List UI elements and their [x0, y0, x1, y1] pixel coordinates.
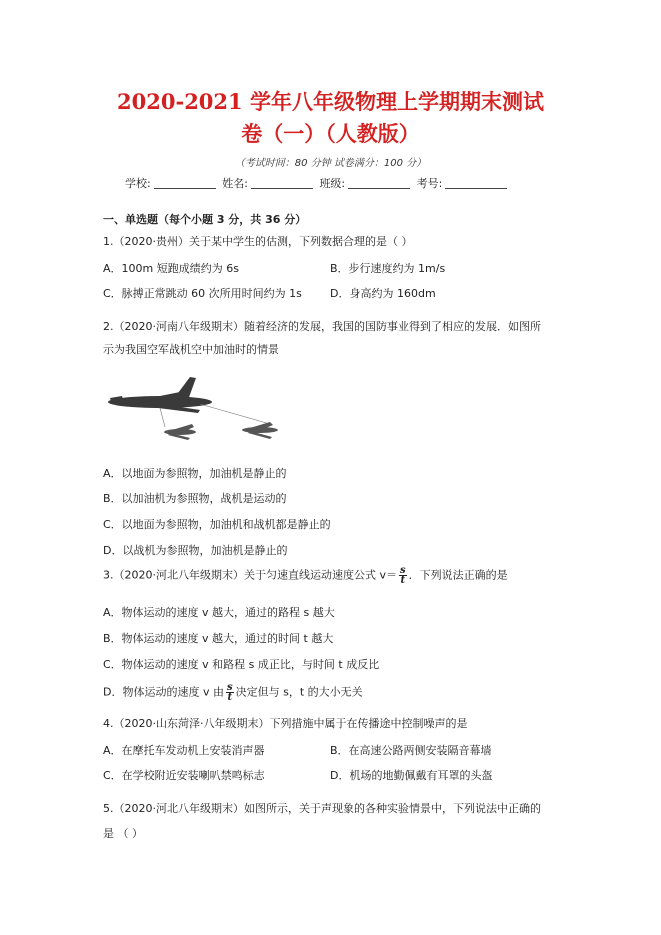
section-heading: 一、单选题（每个小题 3 分，共 36 分） — [103, 213, 307, 226]
q1-option-c: C．脉搏正常跳动 60 次所用时间约为 1s — [103, 287, 302, 300]
q3-option-b: B．物体运动的速度 v 越大，通过的时间 t 越大 — [103, 632, 334, 645]
q5-stem-line-1: 5.（2020·河北八年级期末）如图所示，关于声现象的各种实验情景中，下列说法中正确的 — [103, 802, 541, 815]
q3-option-a: A．物体运动的速度 v 越大，通过的路程 s 越大 — [103, 606, 335, 619]
q3-option-d-pre: D．物体运动的速度 v 由 — [103, 685, 224, 699]
q4-stem: 4.（2020·山东菏泽·八年级期末）下列措施中属于在传播途中控制噪声的是 — [103, 717, 468, 730]
q3-stem-pre: 3.（2020·河北八年级期末）关于匀速直线运动速度公式 v＝ — [103, 568, 397, 582]
school-blank[interactable] — [154, 178, 216, 189]
q2-option-d: D．以战机为参照物，加油机是静止的 — [103, 544, 288, 557]
q1-option-d: D．身高约为 160dm — [330, 287, 436, 300]
q4-option-d: D．机场的地勤佩戴有耳罩的头盔 — [330, 769, 493, 782]
exam-subtitle: （考试时间：80 分钟 试卷满分：100 分） — [234, 158, 427, 169]
number-blank[interactable] — [445, 178, 507, 189]
q3-stem-post: ．下列说法正确的是 — [408, 568, 508, 582]
title-line-1: 2020-2021 学年八年级物理上学期期末测试 — [117, 89, 544, 114]
title-line-2: 卷（一）（人教版） — [241, 121, 420, 146]
q1-option-a: A．100m 短跑成绩约为 6s — [103, 262, 239, 275]
name-blank[interactable] — [251, 178, 313, 189]
q2-option-a: A．以地面为参照物，加油机是静止的 — [103, 467, 287, 480]
aerial-refueling-image — [100, 372, 300, 442]
q4-option-c: C．在学校附近安装喇叭禁鸣标志 — [103, 769, 265, 782]
number-label: 考号: — [416, 177, 443, 190]
q2-option-c: C．以地面为参照物，加油机和战机都是静止的 — [103, 518, 331, 531]
q4-option-a: A．在摩托车发动机上安装消声器 — [103, 744, 265, 757]
q2-stem-line-2: 示为我国空军战机空中加油时的情景 — [103, 343, 279, 356]
q2-stem-line-1: 2.（2020·河南八年级期末）随着经济的发展，我国的国防事业得到了相应的发展．如图所 — [103, 320, 541, 333]
class-label: 班级: — [319, 177, 346, 190]
q3-stem — [103, 566, 508, 585]
q3-option-c: C．物体运动的速度 v 和路程 s 成正比，与时间 t 成反比 — [103, 658, 380, 671]
q1-stem: 1.（2020·贵州）关于某中学生的估测，下列数据合理的是（ ） — [103, 235, 413, 248]
q5-stem-line-2: 是 （ ） — [103, 827, 143, 840]
q2-option-b: B．以加油机为参照物，战机是运动的 — [103, 492, 287, 505]
q3-option-d-post: 决定但与 s，t 的大小无关 — [235, 685, 363, 699]
velocity-formula-fraction: $\frac{s}{t}$ — [400, 565, 406, 586]
q3-option-d — [103, 683, 363, 702]
q3-option-d-fraction: $\frac{s}{t}$ — [226, 682, 233, 703]
name-label: 姓名: — [222, 177, 248, 190]
class-blank[interactable] — [348, 178, 410, 189]
q1-option-b: B．步行速度约为 1m/s — [330, 262, 446, 275]
q4-option-b: B．在高速公路两侧安装隔音幕墙 — [330, 744, 492, 757]
school-label: 学校: — [125, 177, 151, 190]
student-info-row — [125, 175, 510, 191]
